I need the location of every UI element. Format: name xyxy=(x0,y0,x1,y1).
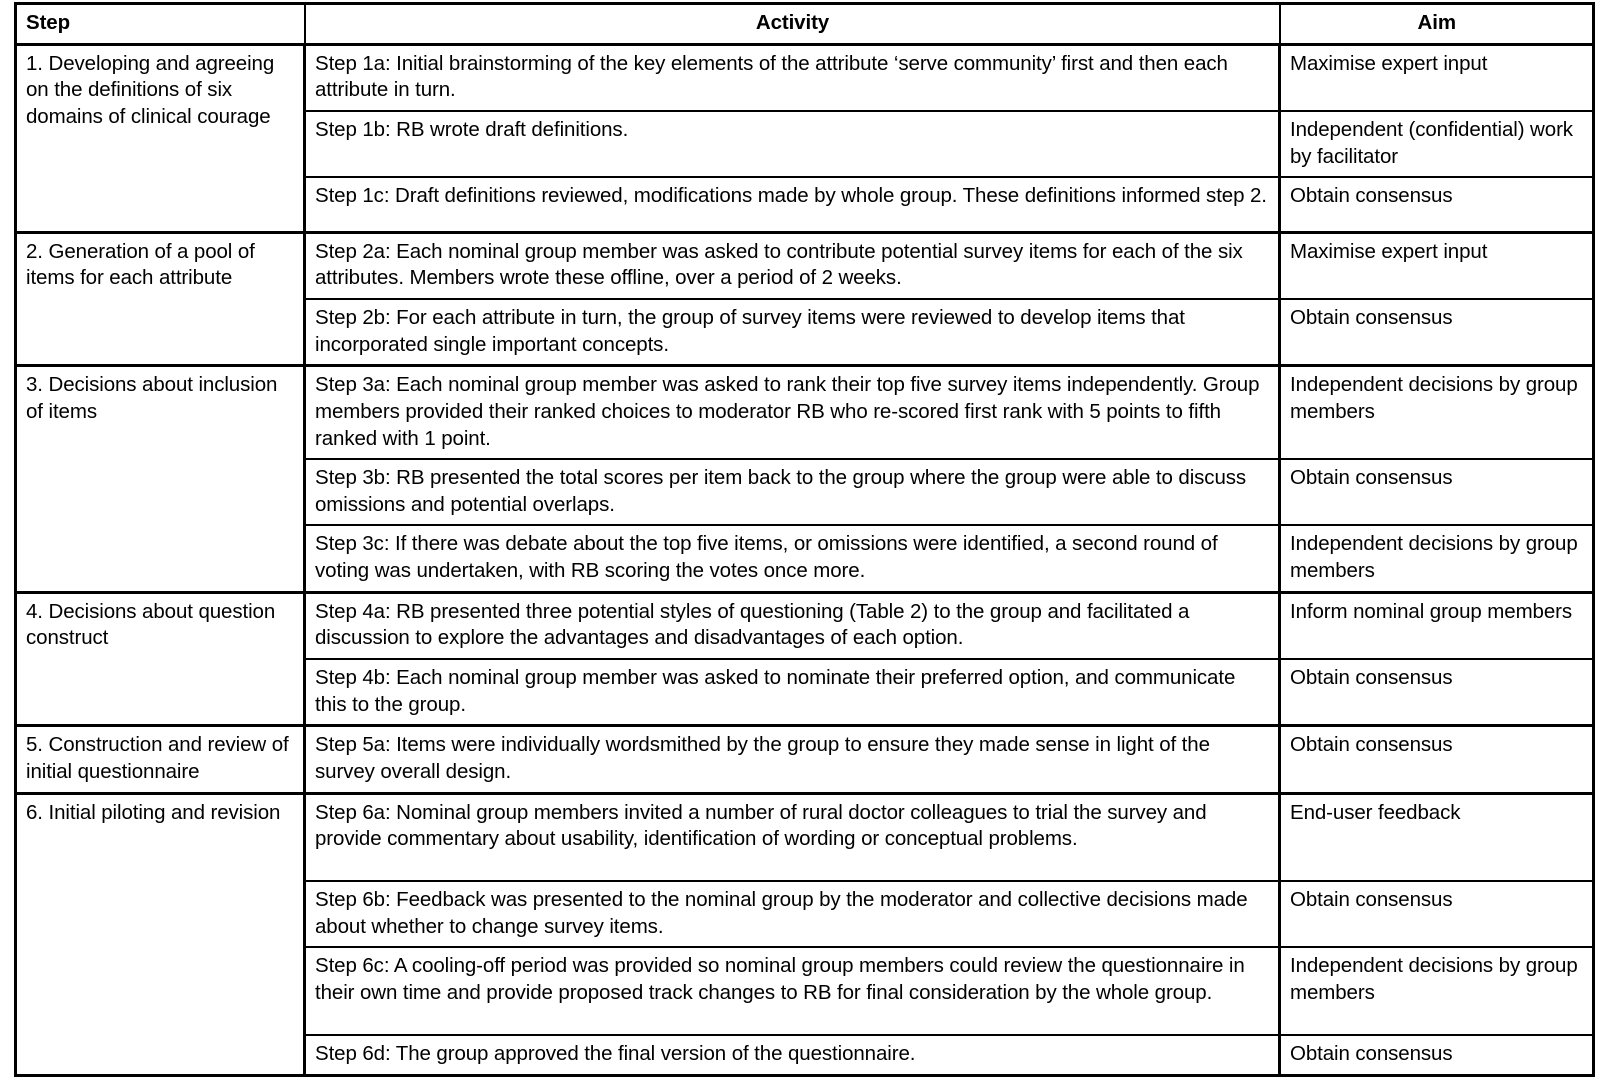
step-cell: 5. Construction and review of initial questionnaire xyxy=(16,726,305,793)
aim-cell: Obtain consensus xyxy=(1280,299,1594,366)
activity-cell: Step 4b: Each nominal group member was asked to nominate their preferred option, and communicate this to the group. xyxy=(305,659,1280,726)
activity-cell: Step 4a: RB presented three potential styles of questioning (Table 2) to the group and facilitated a discussion to explore the advantages and disadvantages of each option. xyxy=(305,592,1280,659)
aim-cell: Independent decisions by group members xyxy=(1280,947,1594,1035)
aim-cell: Obtain consensus xyxy=(1280,881,1594,947)
step-cell: 6. Initial piloting and revision xyxy=(16,793,305,1075)
aim-cell: Inform nominal group members xyxy=(1280,592,1594,659)
step-cell: 1. Developing and agreeing on the definitions of six domains of clinical courage xyxy=(16,44,305,232)
aim-cell: End-user feedback xyxy=(1280,793,1594,881)
activity-cell: Step 1a: Initial brainstorming of the key elements of the attribute ‘serve community’ first and then each attribute in turn. xyxy=(305,44,1280,111)
activity-cell: Step 5a: Items were individually wordsmithed by the group to ensure they made sense in light of the survey overall design. xyxy=(305,726,1280,793)
nominal-group-process-table xyxy=(14,2,1595,1077)
aim-cell: Maximise expert input xyxy=(1280,44,1594,111)
step-cell: 3. Decisions about inclusion of items xyxy=(16,366,305,592)
table-row xyxy=(16,44,1594,111)
activity-cell: Step 6a: Nominal group members invited a number of rural doctor colleagues to trial the survey and provide commentary about usability, identification of wording or conceptual problems. xyxy=(305,793,1280,881)
activity-cell: Step 3a: Each nominal group member was asked to rank their top five survey items independently. Group members provided their ranked choices to moderator RB who re-scored first rank with 5 points to fifth ranked with 1 point. xyxy=(305,366,1280,459)
table-body xyxy=(16,44,1594,1075)
table-row xyxy=(16,726,1594,793)
aim-cell: Obtain consensus xyxy=(1280,659,1594,726)
table-row xyxy=(16,366,1594,459)
column-header-activity: Activity xyxy=(305,4,1280,45)
activity-cell: Step 3b: RB presented the total scores per item back to the group where the group were able to discuss omissions and potential overlaps. xyxy=(305,459,1280,525)
aim-cell: Obtain consensus xyxy=(1280,177,1594,232)
activity-cell: Step 2b: For each attribute in turn, the group of survey items were reviewed to develop items that incorporated single important concepts. xyxy=(305,299,1280,366)
activity-cell: Step 1b: RB wrote draft definitions. xyxy=(305,111,1280,177)
aim-cell: Maximise expert input xyxy=(1280,232,1594,299)
activity-cell: Step 6c: A cooling-off period was provided so nominal group members could review the questionnaire in their own time and provide proposed track changes to RB for final consideration by the whole group. xyxy=(305,947,1280,1035)
aim-cell: Obtain consensus xyxy=(1280,459,1594,525)
column-header-step: Step xyxy=(16,4,305,45)
table-row xyxy=(16,592,1594,659)
aim-cell: Independent (confidential) work by facilitator xyxy=(1280,111,1594,177)
activity-cell: Step 2a: Each nominal group member was asked to contribute potential survey items for each of the six attributes. Members wrote these offline, over a period of 2 weeks. xyxy=(305,232,1280,299)
table-row xyxy=(16,793,1594,881)
header-row xyxy=(16,4,1594,45)
activity-cell: Step 6d: The group approved the final version of the questionnaire. xyxy=(305,1035,1280,1075)
aim-cell: Independent decisions by group members xyxy=(1280,366,1594,459)
activity-cell: Step 6b: Feedback was presented to the nominal group by the moderator and collective decisions made about whether to change survey items. xyxy=(305,881,1280,947)
activity-cell: Step 1c: Draft definitions reviewed, modifications made by whole group. These definitions informed step 2. xyxy=(305,177,1280,232)
table-header xyxy=(16,4,1594,45)
step-cell: 2. Generation of a pool of items for each attribute xyxy=(16,232,305,366)
column-header-aim: Aim xyxy=(1280,4,1594,45)
aim-cell: Independent decisions by group members xyxy=(1280,525,1594,592)
activity-cell: Step 3c: If there was debate about the top five items, or omissions were identified, a second round of voting was undertaken, with RB scoring the votes once more. xyxy=(305,525,1280,592)
table-row xyxy=(16,232,1594,299)
step-cell: 4. Decisions about question construct xyxy=(16,592,305,726)
aim-cell: Obtain consensus xyxy=(1280,1035,1594,1075)
aim-cell: Obtain consensus xyxy=(1280,726,1594,793)
